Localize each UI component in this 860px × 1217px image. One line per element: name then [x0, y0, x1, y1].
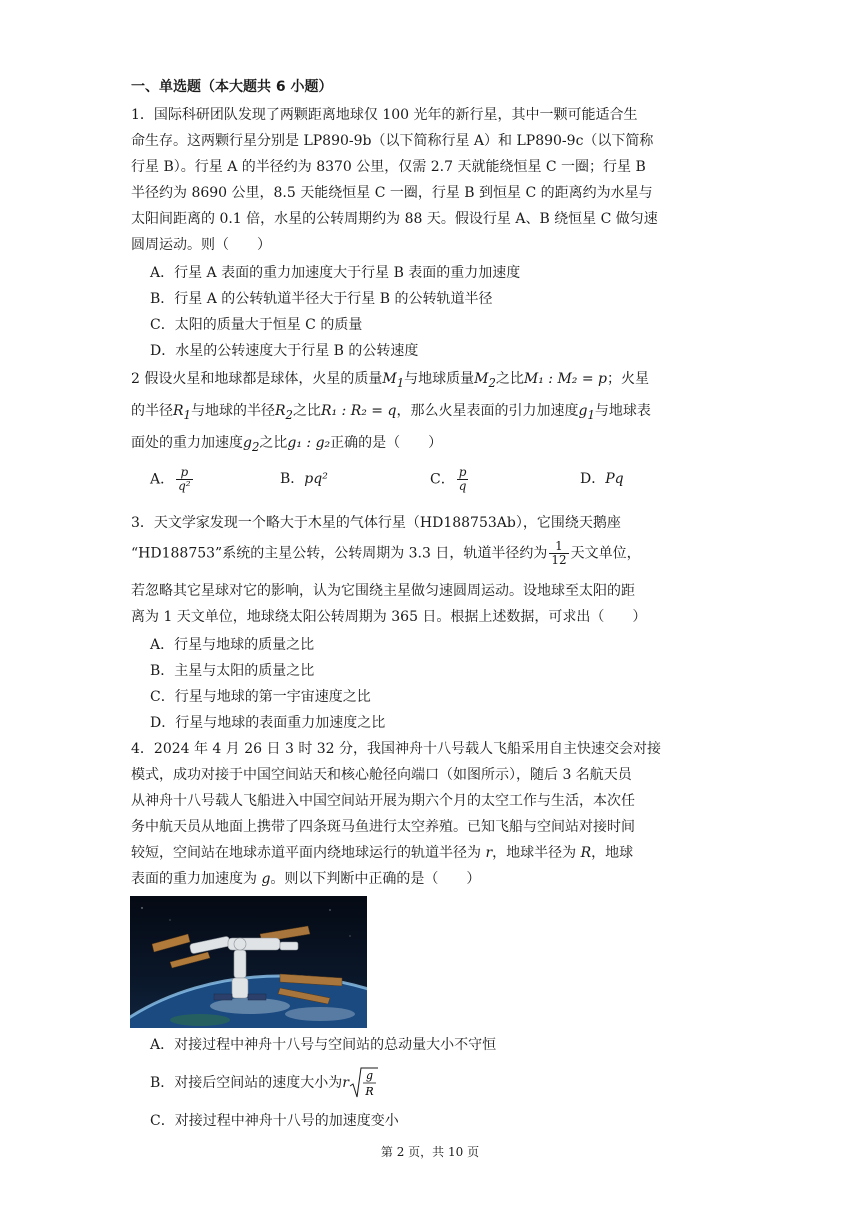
- q3-option-a: A．行星与地球的质量之比: [150, 637, 315, 653]
- q4-line-2: 模式，成功对接于中国空间站天和核心舱径向端口（如图所示），随后 3 名航天员: [131, 767, 632, 783]
- q2-text: 之比: [495, 371, 524, 387]
- q1-line-6: 圆周运动。则（ ）: [131, 237, 271, 253]
- fraction-p-over-q: $\frac{p}{q}$: [458, 465, 467, 493]
- symbol-m2: $M_2$: [474, 371, 496, 390]
- page-footer: 第 2 页，共 10 页: [380, 1145, 480, 1159]
- q3-option-d: D．行星与地球的表面重力加速度之比: [150, 715, 386, 731]
- symbol-m1: $M_1$: [382, 371, 405, 390]
- q4-line-5: 较短，空间站在地球赤道平面内绕地球运行的轨道半径为 r，地球半径为 R，地球: [131, 845, 634, 861]
- q2-option-d: D．Pq: [580, 471, 624, 487]
- q2-text: ；火星: [607, 371, 649, 387]
- q4-option-b: B．对接后空间站的速度大小为r g R: [150, 1066, 379, 1100]
- space-station-image: [130, 896, 367, 1028]
- q1-line-4: 半径约为 8690 公里，8.5 天能绕恒星 C 一圈，行星 B 到恒星 C 的距离约为水星与: [131, 185, 653, 201]
- q1-line-1: 1．国际科研团队发现了两颗距离地球仅 100 光年的新行星，其中一颗可能适合生: [131, 107, 638, 123]
- symbol-g1: $g_1$: [578, 403, 595, 422]
- ratio-m: M₁ : M₂ = p: [523, 371, 607, 387]
- section-title: 一、单选题（本大题共 6 小题）: [131, 79, 333, 95]
- q3-line-1: 3．天文学家发现一个略大于木星的气体行星（HD188753Ab），它围绕天鹅座: [131, 515, 621, 531]
- fraction-1-over-12: $\frac{1}{12}$: [551, 539, 567, 567]
- q2-option-a: A． $\frac{p}{\text{q²}}$: [150, 465, 191, 493]
- space-station-illustration: [130, 896, 367, 1028]
- ratio-g: g₁ : g₂: [287, 435, 331, 451]
- ratio-r: R₁ : R₂ = q: [320, 403, 397, 419]
- q4-line-1: 4．2024 年 4 月 26 日 3 时 32 分，我国神舟十八号载人飞船采用自主快速交会对接: [131, 741, 662, 757]
- q2-option-b: B．pq²: [280, 471, 328, 487]
- q4-option-c: C．对接过程中神舟十八号的加速度变小: [150, 1113, 399, 1129]
- q3-option-c: C．行星与地球的第一宇宙速度之比: [150, 689, 371, 705]
- q2-line-3: 面处的重力加速度$g_2$之比g₁ : g₂正确的是（ ）: [131, 435, 443, 454]
- svg-text:R: R: [365, 1085, 374, 1098]
- q4-option-a: A．对接过程中神舟十八号与空间站的总动量大小不守恒: [150, 1037, 497, 1053]
- q1-option-c: C．太阳的质量大于恒星 C 的质量: [150, 317, 363, 333]
- q1-line-3: 行星 B）。行星 A 的半径约为 8370 公里，仅需 2.7 天就能绕恒星 C 一圈；行星 B: [131, 159, 646, 175]
- symbol-g2: $g_2$: [243, 435, 260, 454]
- q1-line-2: 命生存。这两颗行星分别是 LP890-9b（以下简称行星 A）和 LP890-9c（以下简称: [131, 133, 654, 149]
- q3-line-3: 若忽略其它星球对它的影响，认为它围绕主星做匀速圆周运动。设地球至太阳的距: [131, 583, 635, 599]
- q1-option-b: B．行星 A 的公转轨道半径大于行星 B 的公转轨道半径: [150, 291, 493, 307]
- symbol-r1: $R_1$: [173, 403, 191, 422]
- q1-option-a: A．行星 A 表面的重力加速度大于行星 B 表面的重力加速度: [150, 265, 521, 281]
- symbol-r2: $R_2$: [274, 403, 293, 422]
- q3-line-2: “HD188753”系统的主星公转，公转周期为 3.3 日，轨道半径约为 $\frac{1}{12}$ 天文单位，: [131, 539, 641, 567]
- q2-text: 2 假设火星和地球都是球体，火星的质量: [131, 371, 383, 387]
- q3-line-4: 离为 1 天文单位，地球绕太阳公转周期为 365 日。根据上述数据，可求出（ ）: [131, 609, 647, 625]
- q4-line-3: 从神舟十八号载人飞船进入中国空间站开展为期六个月的太空工作与生活，本次任: [131, 793, 635, 809]
- svg-text:g: g: [365, 1069, 374, 1082]
- q1-line-5: 太阳间距离的 0.1 倍，水星的公转周期约为 88 天。假设行星 A、B 绕恒星 C 做匀速: [131, 211, 658, 227]
- q3-option-b: B．主星与太阳的质量之比: [150, 663, 315, 679]
- q2-line-2: 的半径$R_1$与地球的半径$R_2$之比R₁ : R₂ = q，那么火星表面的引力加速度$g_1$与地球表: [131, 403, 651, 422]
- q2-option-c: C． $\frac{p}{q}$: [430, 465, 467, 493]
- q2-text: 与地球质量: [404, 371, 475, 387]
- sqrt-g-over-r: [349, 1066, 379, 1100]
- q4-line-6: 表面的重力加速度为 g。则以下判断中正确的是（ ）: [131, 871, 481, 887]
- fraction-p-over-q2: $\frac{p}{\text{q²}}$: [178, 465, 191, 493]
- q4-line-4: 务中航天员从地面上携带了四条斑马鱼进行太空养殖。已知飞船与空间站对接时间: [131, 819, 635, 835]
- q2-line-1: [131, 366, 739, 396]
- q1-option-d: D．水星的公转速度大于行星 B 的公转速度: [150, 343, 419, 359]
